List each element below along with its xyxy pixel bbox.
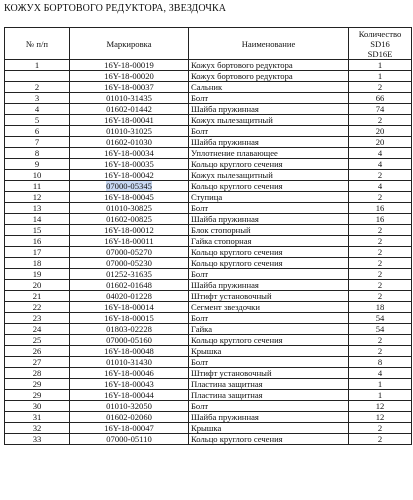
- table-row: [5, 93, 412, 104]
- row-number: 22: [5, 302, 70, 313]
- part-quantity: 4: [349, 159, 412, 170]
- row-number: 18: [5, 258, 70, 269]
- table-row: [5, 104, 412, 115]
- part-quantity: 2: [349, 434, 412, 445]
- part-quantity: 16: [349, 203, 412, 214]
- table-row: [5, 269, 412, 280]
- part-quantity: 20: [349, 137, 412, 148]
- table-row: [5, 357, 412, 368]
- table-row: [5, 82, 412, 93]
- part-code: 01602-02060: [70, 412, 189, 423]
- part-quantity: 2: [349, 423, 412, 434]
- part-name: Болт: [189, 357, 349, 368]
- part-code: 16Y-18-00048: [70, 346, 189, 357]
- column-header-name: Наименование: [189, 28, 349, 60]
- part-code: 16Y-18-00019: [70, 60, 189, 71]
- part-quantity: 16: [349, 214, 412, 225]
- column-header-code: Маркировка: [70, 28, 189, 60]
- table-row: [5, 291, 412, 302]
- row-number: 15: [5, 225, 70, 236]
- row-number: 1: [5, 60, 70, 71]
- part-name: Шайба пружинная: [189, 280, 349, 291]
- table-row: [5, 71, 412, 82]
- row-number: 28: [5, 368, 70, 379]
- part-code: 16Y-18-00045: [70, 192, 189, 203]
- column-header-quantity: [349, 28, 412, 60]
- table-row: [5, 280, 412, 291]
- quantity-header-model-sd16: SD16: [370, 38, 390, 49]
- row-number: [5, 71, 70, 82]
- part-code: 16Y-18-00037: [70, 82, 189, 93]
- table-row: [5, 170, 412, 181]
- row-number: 33: [5, 434, 70, 445]
- row-number: 27: [5, 357, 70, 368]
- part-code: 16Y-18-00034: [70, 148, 189, 159]
- part-code: 04020-01228: [70, 291, 189, 302]
- table-row: [5, 401, 412, 412]
- part-quantity: 2: [349, 280, 412, 291]
- table-row: [5, 313, 412, 324]
- row-number: 23: [5, 313, 70, 324]
- table-row: [5, 302, 412, 313]
- part-name: Уплотнение плавающее: [189, 148, 349, 159]
- row-number: 32: [5, 423, 70, 434]
- table-row: [5, 214, 412, 225]
- part-name: Шайба пружинная: [189, 104, 349, 115]
- table-row: [5, 379, 412, 390]
- table-row: [5, 181, 412, 192]
- part-name: Штифт установочный: [189, 291, 349, 302]
- part-quantity: 2: [349, 247, 412, 258]
- part-code: 07000-05270: [70, 247, 189, 258]
- row-number: 3: [5, 93, 70, 104]
- part-name: Шайба пружинная: [189, 137, 349, 148]
- table-row: [5, 225, 412, 236]
- part-quantity: 74: [349, 104, 412, 115]
- part-name: Гайка: [189, 324, 349, 335]
- row-number: 19: [5, 269, 70, 280]
- table-row: [5, 346, 412, 357]
- row-number: 11: [5, 181, 70, 192]
- part-code: 01010-31430: [70, 357, 189, 368]
- part-name: Болт: [189, 93, 349, 104]
- part-quantity: 4: [349, 181, 412, 192]
- part-name: Шайба пружинная: [189, 214, 349, 225]
- part-code: 01602-01030: [70, 137, 189, 148]
- part-quantity: 2: [349, 236, 412, 247]
- part-name: Кольцо круглого сечения: [189, 159, 349, 170]
- part-name: Кожух бортового редуктора: [189, 60, 349, 71]
- table-row: [5, 324, 412, 335]
- row-number: 17: [5, 247, 70, 258]
- part-code: 01010-31025: [70, 126, 189, 137]
- part-name: Болт: [189, 401, 349, 412]
- part-quantity: 2: [349, 82, 412, 93]
- part-quantity: 4: [349, 148, 412, 159]
- row-number: 6: [5, 126, 70, 137]
- part-name: Кожух пылезащитный: [189, 170, 349, 181]
- part-quantity: 54: [349, 313, 412, 324]
- row-number: 5: [5, 115, 70, 126]
- part-quantity: 2: [349, 258, 412, 269]
- part-code: 16Y-18-00020: [70, 71, 189, 82]
- row-number: 12: [5, 192, 70, 203]
- part-code: 16Y-18-00046: [70, 368, 189, 379]
- part-quantity: 2: [349, 192, 412, 203]
- highlighted-part-code: 07000-05345: [106, 181, 152, 191]
- row-number: 8: [5, 148, 70, 159]
- quantity-header-title: Количество: [358, 28, 402, 39]
- part-name: Кольцо круглого сечения: [189, 247, 349, 258]
- part-code: 01010-30825: [70, 203, 189, 214]
- table-row: [5, 390, 412, 401]
- row-number: 24: [5, 324, 70, 335]
- part-quantity: 2: [349, 225, 412, 236]
- part-name: Болт: [189, 126, 349, 137]
- part-quantity: 2: [349, 269, 412, 280]
- part-name: Сегмент звездочки: [189, 302, 349, 313]
- part-quantity: 12: [349, 412, 412, 423]
- part-quantity: 4: [349, 368, 412, 379]
- table-header-row: [5, 28, 412, 60]
- row-number: 29: [5, 390, 70, 401]
- table-row: [5, 258, 412, 269]
- part-code: 16Y-18-00042: [70, 170, 189, 181]
- row-number: 21: [5, 291, 70, 302]
- part-code: 07000-05110: [70, 434, 189, 445]
- table-row: [5, 335, 412, 346]
- part-code: 16Y-18-00043: [70, 379, 189, 390]
- row-number: 30: [5, 401, 70, 412]
- row-number: 9: [5, 159, 70, 170]
- row-number: 2: [5, 82, 70, 93]
- table-row: [5, 115, 412, 126]
- row-number: 14: [5, 214, 70, 225]
- part-name: Сальник: [189, 82, 349, 93]
- part-code: 16Y-18-00041: [70, 115, 189, 126]
- row-number: 31: [5, 412, 70, 423]
- part-name: Шайба пружинная: [189, 412, 349, 423]
- part-code: 16Y-18-00047: [70, 423, 189, 434]
- part-name: Крышка: [189, 346, 349, 357]
- column-header-number: № п/п: [5, 28, 70, 60]
- part-quantity: 20: [349, 126, 412, 137]
- part-name: Кольцо круглого сечения: [189, 181, 349, 192]
- part-quantity: 2: [349, 170, 412, 181]
- table-row: [5, 368, 412, 379]
- table-body: [5, 60, 412, 445]
- part-code: 16Y-18-00014: [70, 302, 189, 313]
- parts-table: [4, 27, 412, 445]
- part-name: Кольцо круглого сечения: [189, 434, 349, 445]
- part-quantity: 2: [349, 346, 412, 357]
- table-row: [5, 247, 412, 258]
- part-name: Крышка: [189, 423, 349, 434]
- part-name: Кольцо круглого сечения: [189, 258, 349, 269]
- part-code: 01602-00825: [70, 214, 189, 225]
- part-quantity: 12: [349, 401, 412, 412]
- row-number: 26: [5, 346, 70, 357]
- table-row: [5, 434, 412, 445]
- part-code: [70, 181, 189, 192]
- part-name: Блок стопорный: [189, 225, 349, 236]
- table-row: [5, 236, 412, 247]
- part-code: 01602-01648: [70, 280, 189, 291]
- part-quantity: 66: [349, 93, 412, 104]
- part-quantity: 1: [349, 390, 412, 401]
- part-quantity: 8: [349, 357, 412, 368]
- part-code: 16Y-18-00044: [70, 390, 189, 401]
- part-name: Штифт установочный: [189, 368, 349, 379]
- part-name: Гайка стопорная: [189, 236, 349, 247]
- table-row: [5, 137, 412, 148]
- table-row: [5, 412, 412, 423]
- part-code: 01602-01442: [70, 104, 189, 115]
- table-row: [5, 203, 412, 214]
- row-number: 20: [5, 280, 70, 291]
- part-code: 16Y-18-00011: [70, 236, 189, 247]
- part-code: 01803-02228: [70, 324, 189, 335]
- table-row: [5, 159, 412, 170]
- part-name: Кожух пылезащитный: [189, 115, 349, 126]
- part-code: 16Y-18-00012: [70, 225, 189, 236]
- part-name: Болт: [189, 269, 349, 280]
- part-name: Болт: [189, 203, 349, 214]
- part-name: Кольцо круглого сечения: [189, 335, 349, 346]
- part-code: 07000-05160: [70, 335, 189, 346]
- part-quantity: 18: [349, 302, 412, 313]
- table-row: [5, 192, 412, 203]
- part-code: 07000-05230: [70, 258, 189, 269]
- row-number: 16: [5, 236, 70, 247]
- part-quantity: 2: [349, 115, 412, 126]
- part-code: 01252-31635: [70, 269, 189, 280]
- table-row: [5, 148, 412, 159]
- table-row: [5, 126, 412, 137]
- table-row: [5, 60, 412, 71]
- part-quantity: 2: [349, 291, 412, 302]
- part-code: 01010-32050: [70, 401, 189, 412]
- part-code: 01010-31435: [70, 93, 189, 104]
- row-number: 29: [5, 379, 70, 390]
- table-row: [5, 423, 412, 434]
- part-name: Кожух бортового редуктора: [189, 71, 349, 82]
- part-code: 16Y-18-00015: [70, 313, 189, 324]
- part-name: Ступица: [189, 192, 349, 203]
- row-number: 25: [5, 335, 70, 346]
- row-number: 4: [5, 104, 70, 115]
- part-quantity: 2: [349, 335, 412, 346]
- row-number: 10: [5, 170, 70, 181]
- quantity-header-model-sd16e: SD16E: [367, 48, 393, 59]
- part-code: 16Y-18-00035: [70, 159, 189, 170]
- row-number: 13: [5, 203, 70, 214]
- row-number: 7: [5, 137, 70, 148]
- part-name: Пластина защитная: [189, 390, 349, 401]
- part-quantity: 1: [349, 379, 412, 390]
- part-name: Болт: [189, 313, 349, 324]
- part-quantity: 54: [349, 324, 412, 335]
- part-name: Пластина защитная: [189, 379, 349, 390]
- part-quantity: 1: [349, 71, 412, 82]
- part-quantity: 1: [349, 60, 412, 71]
- document-title: КОЖУХ БОРТОВОГО РЕДУКТОРА, ЗВЕЗДОЧКА: [4, 3, 227, 14]
